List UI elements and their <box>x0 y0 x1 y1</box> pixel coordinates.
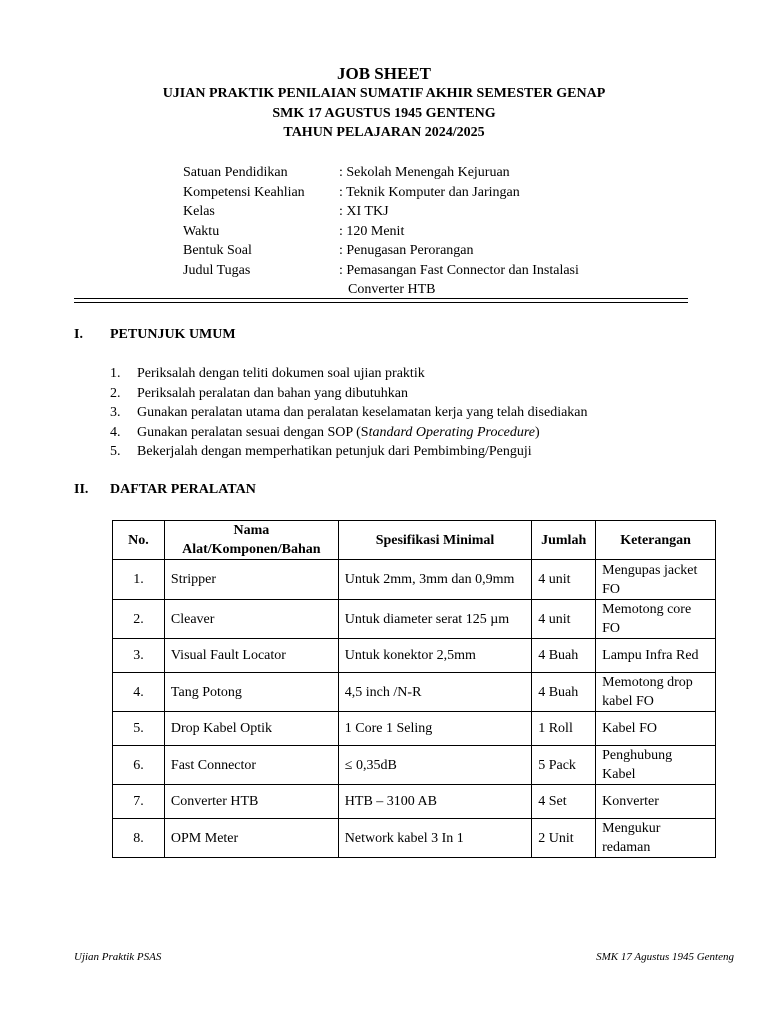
info-key: Judul Tugas <box>183 262 251 278</box>
table-row <box>113 712 716 746</box>
column-header-nama-line2: Alat/Komponen/Bahan <box>182 542 321 557</box>
cell-no: 1. <box>113 560 165 600</box>
cell-jumlah: 4 unit <box>532 600 596 639</box>
table-row <box>113 673 716 712</box>
cell-no: 3. <box>113 639 165 673</box>
section-number: I. <box>74 327 83 342</box>
cell-jumlah: 5 Pack <box>532 746 596 785</box>
cell-keterangan: Kabel FO <box>596 712 716 746</box>
cell-no: 7. <box>113 785 165 819</box>
info-key: Waktu <box>183 223 220 239</box>
table-row <box>113 785 716 819</box>
cell-nama: Cleaver <box>164 600 338 639</box>
list-item-number: 4. <box>110 424 121 440</box>
cell-spesifikasi: Network kabel 3 In 1 <box>338 819 531 858</box>
cell-no: 4. <box>113 673 165 712</box>
cell-nama: Visual Fault Locator <box>164 639 338 673</box>
section-title: PETUNJUK UMUM <box>110 327 236 342</box>
list-item-text <box>137 423 540 443</box>
cell-keterangan: Lampu Infra Red <box>596 639 716 673</box>
cell-spesifikasi: Untuk 2mm, 3mm dan 0,9mm <box>338 560 531 600</box>
table-header-row <box>113 521 716 560</box>
table-row <box>113 560 716 600</box>
list-item-text: Periksalah peralatan dan bahan yang dibutuhkan <box>137 385 408 401</box>
cell-spesifikasi: HTB – 3100 AB <box>338 785 531 819</box>
list-item-text: Bekerjalah dengan memperhatikan petunjuk dari Pembimbing/Penguji <box>137 444 532 459</box>
list-item-text: Periksalah dengan teliti dokumen soal ujian praktik <box>137 366 425 381</box>
cell-no: 5. <box>113 712 165 746</box>
document-title: JOB SHEET <box>336 64 431 83</box>
column-header-no: No. <box>113 521 165 560</box>
info-key: Kompetensi Keahlian <box>183 184 305 200</box>
cell-nama: OPM Meter <box>164 819 338 858</box>
cell-no: 6. <box>113 746 165 785</box>
column-header-nama-line1: Nama <box>233 523 270 538</box>
list-item-text: Gunakan peralatan utama dan peralatan keselamatan kerja yang telah disediakan <box>137 405 588 420</box>
list-item-number: 2. <box>110 385 121 401</box>
list-item-text-italic: tandard Operating Procedure <box>368 424 536 440</box>
cell-jumlah: 2 Unit <box>532 819 596 858</box>
cell-jumlah: 4 unit <box>532 560 596 600</box>
section-title: DAFTAR PERALATAN <box>110 482 256 497</box>
double-rule-bottom <box>74 302 688 303</box>
cell-no: 8. <box>113 819 165 858</box>
cell-no: 2. <box>113 600 165 639</box>
list-item-number: 1. <box>110 366 121 381</box>
list-item-text-part: Gunakan peralatan sesuai dengan SOP (S <box>137 424 369 440</box>
column-header-spesifikasi: Spesifikasi Minimal <box>338 521 531 560</box>
footer-right: SMK 17 Agustus 1945 Genteng <box>596 951 734 963</box>
section-number: II. <box>74 482 89 497</box>
cell-spesifikasi: 1 Core 1 Seling <box>338 712 531 746</box>
cell-jumlah: 4 Set <box>532 785 596 819</box>
cell-jumlah: 1 Roll <box>532 712 596 746</box>
cell-nama: Stripper <box>164 560 338 600</box>
exam-title: UJIAN PRAKTIK PENILAIAN SUMATIF AKHIR SEMESTER GENAP <box>162 86 606 101</box>
cell-jumlah: 4 Buah <box>532 673 596 712</box>
info-value: : Teknik Komputer dan Jaringan <box>339 184 520 200</box>
cell-spesifikasi: Untuk konektor 2,5mm <box>338 639 531 673</box>
info-value: : XI TKJ <box>339 204 389 219</box>
table-row <box>113 600 716 639</box>
info-value: : 120 Menit <box>339 223 405 239</box>
table-row <box>113 639 716 673</box>
list-item-text-part: ) <box>535 424 540 440</box>
cell-keterangan: Memotong drop kabel FO <box>596 673 716 712</box>
academic-year: TAHUN PELAJARAN 2024/2025 <box>283 125 485 140</box>
info-key: Kelas <box>183 204 215 219</box>
list-item-number: 3. <box>110 405 121 420</box>
cell-keterangan: Penghubung Kabel <box>596 746 716 785</box>
school-name: SMK 17 AGUSTUS 1945 GENTENG <box>272 106 496 121</box>
cell-keterangan: Memotong core FO <box>596 600 716 639</box>
equipment-table <box>112 520 716 858</box>
table-row <box>113 819 716 858</box>
info-value: : Pemasangan Fast Connector dan Instalasi <box>339 262 579 278</box>
double-rule-top <box>74 298 688 299</box>
cell-spesifikasi: 4,5 inch /N-R <box>338 673 531 712</box>
list-item-number: 5. <box>110 444 121 459</box>
info-key: Bentuk Soal <box>183 243 252 258</box>
cell-nama: Drop Kabel Optik <box>164 712 338 746</box>
column-header-jumlah: Jumlah <box>532 521 596 560</box>
cell-nama: Tang Potong <box>164 673 338 712</box>
cell-keterangan: Konverter <box>596 785 716 819</box>
cell-keterangan: Mengukur redaman <box>596 819 716 858</box>
table-row <box>113 746 716 785</box>
info-value-continuation: Converter HTB <box>348 282 436 297</box>
footer-left: Ujian Praktik PSAS <box>74 951 162 963</box>
cell-nama: Converter HTB <box>164 785 338 819</box>
cell-spesifikasi: Untuk diameter serat 125 µm <box>338 600 531 639</box>
cell-keterangan: Mengupas jacket FO <box>596 560 716 600</box>
info-value: : Sekolah Menengah Kejuruan <box>339 165 510 180</box>
column-header-keterangan: Keterangan <box>596 521 716 560</box>
cell-jumlah: 4 Buah <box>532 639 596 673</box>
cell-nama: Fast Connector <box>164 746 338 785</box>
cell-spesifikasi: ≤ 0,35dB <box>338 746 531 785</box>
info-key: Satuan Pendidikan <box>183 165 288 180</box>
info-value: : Penugasan Perorangan <box>339 243 474 258</box>
column-header-nama <box>164 521 338 560</box>
